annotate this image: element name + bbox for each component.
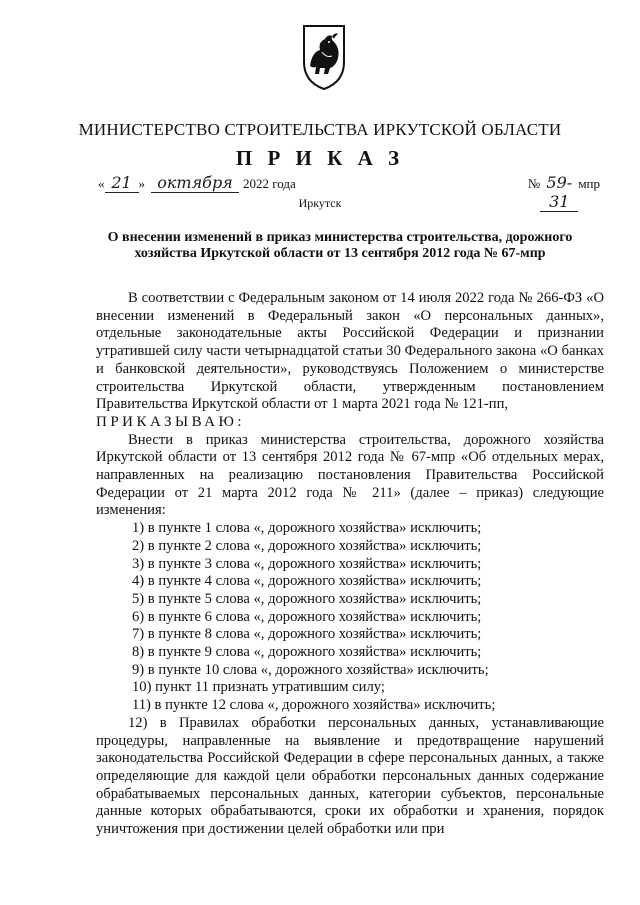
ministry-name: МИНИСТЕРСТВО СТРОИТЕЛЬСТВА ИРКУТСКОЙ ОБЛАСТИ	[78, 120, 562, 139]
preamble-paragraph: В соответствии с Федеральным законом от 14 июля 2022 года № 266-ФЗ «О внесении изменений в Федеральный закон «О персональных данных», отдельные законодательные акты Российской Федерации и признании утратившей силу части четырнадцатой статьи 30 Федерального закона «О банках и банковской деятельности», руководствуясь Положением о министерстве строительства Иркутской области, утвержденным постановлением Правительства Иркутской области от 1 марта 2021 года № 121-пп,	[96, 290, 604, 413]
date-month-handwritten: октября	[151, 173, 239, 193]
item-12-paragraph: 12) в Правилах обработки персональных данных, устанавливающие процедуры, направленные на выявление и предотвращение нарушений законодательства Российской Федерации в сфере персональных данных, а также определяющие для каждой цели обработки персональных данных содержание обрабатываемых персональных данных, категории субъектов, персональные данные которых обрабатываются, сроки их обработки и хранения, порядок уничтожения при достижении целей обработки или при	[96, 714, 604, 838]
date-close-quote: »	[138, 176, 145, 191]
order-body	[96, 290, 604, 839]
date-open-quote: «	[98, 176, 105, 191]
city-name: Иркутск	[298, 196, 342, 210]
list-item: 3) в пункте 3 слова «, дорожного хозяйства» исключить;	[132, 555, 482, 572]
coat-of-arms-emblem-icon	[298, 22, 350, 92]
date-day-handwritten: 21	[105, 173, 139, 193]
list-item: 8) в пункте 9 слова «, дорожного хозяйства» исключить;	[132, 644, 482, 661]
list-item: 7) в пункте 8 слова «, дорожного хозяйства» исключить;	[132, 626, 482, 643]
list-item: 2) в пункте 2 слова «, дорожного хозяйства» исключить;	[132, 537, 482, 554]
list-item: 5) в пункте 5 слова «, дорожного хозяйства» исключить;	[132, 590, 482, 607]
order-subject: О внесении изменений в приказ министерства строительства, дорожного хозяйства Иркутской области от 13 сентября 2012 года № 67-мпр	[107, 230, 573, 261]
list-item: 1) в пункте 1 слова «, дорожного хозяйства» исключить;	[132, 520, 482, 537]
number-prefix: №	[527, 176, 541, 191]
list-item: 11) в пункте 12 слова «, дорожного хозяйства» исключить;	[132, 697, 496, 714]
document-type-title: П Р И К А З	[235, 146, 405, 170]
order-date	[98, 173, 296, 193]
list-item: 9) в пункте 10 слова «, дорожного хозяйства» исключить;	[132, 661, 489, 678]
date-year: 2022 года	[243, 176, 296, 191]
list-item: 10) пункт 11 признать утратившим силу;	[132, 679, 385, 696]
number-suffix: мпр	[578, 176, 600, 191]
intro-paragraph: Внести в приказ министерства строительства, дорожного хозяйства Иркутской области от 13 сентября 2012 года № 67-мпр «Об отдельных мерах, направленных на реализацию постановления Правительства Российской Федерации от 21 марта 2012 года № 211» (далее – приказ) следующие изменения:	[96, 431, 604, 519]
list-item: 6) в пункте 6 слова «, дорожного хозяйства» исключить;	[132, 608, 482, 625]
number-handwritten: 59-31	[540, 173, 578, 212]
command-heading: ПРИКАЗЫВАЮ:	[96, 413, 246, 430]
list-item: 4) в пункте 4 слова «, дорожного хозяйства» исключить;	[132, 573, 482, 590]
